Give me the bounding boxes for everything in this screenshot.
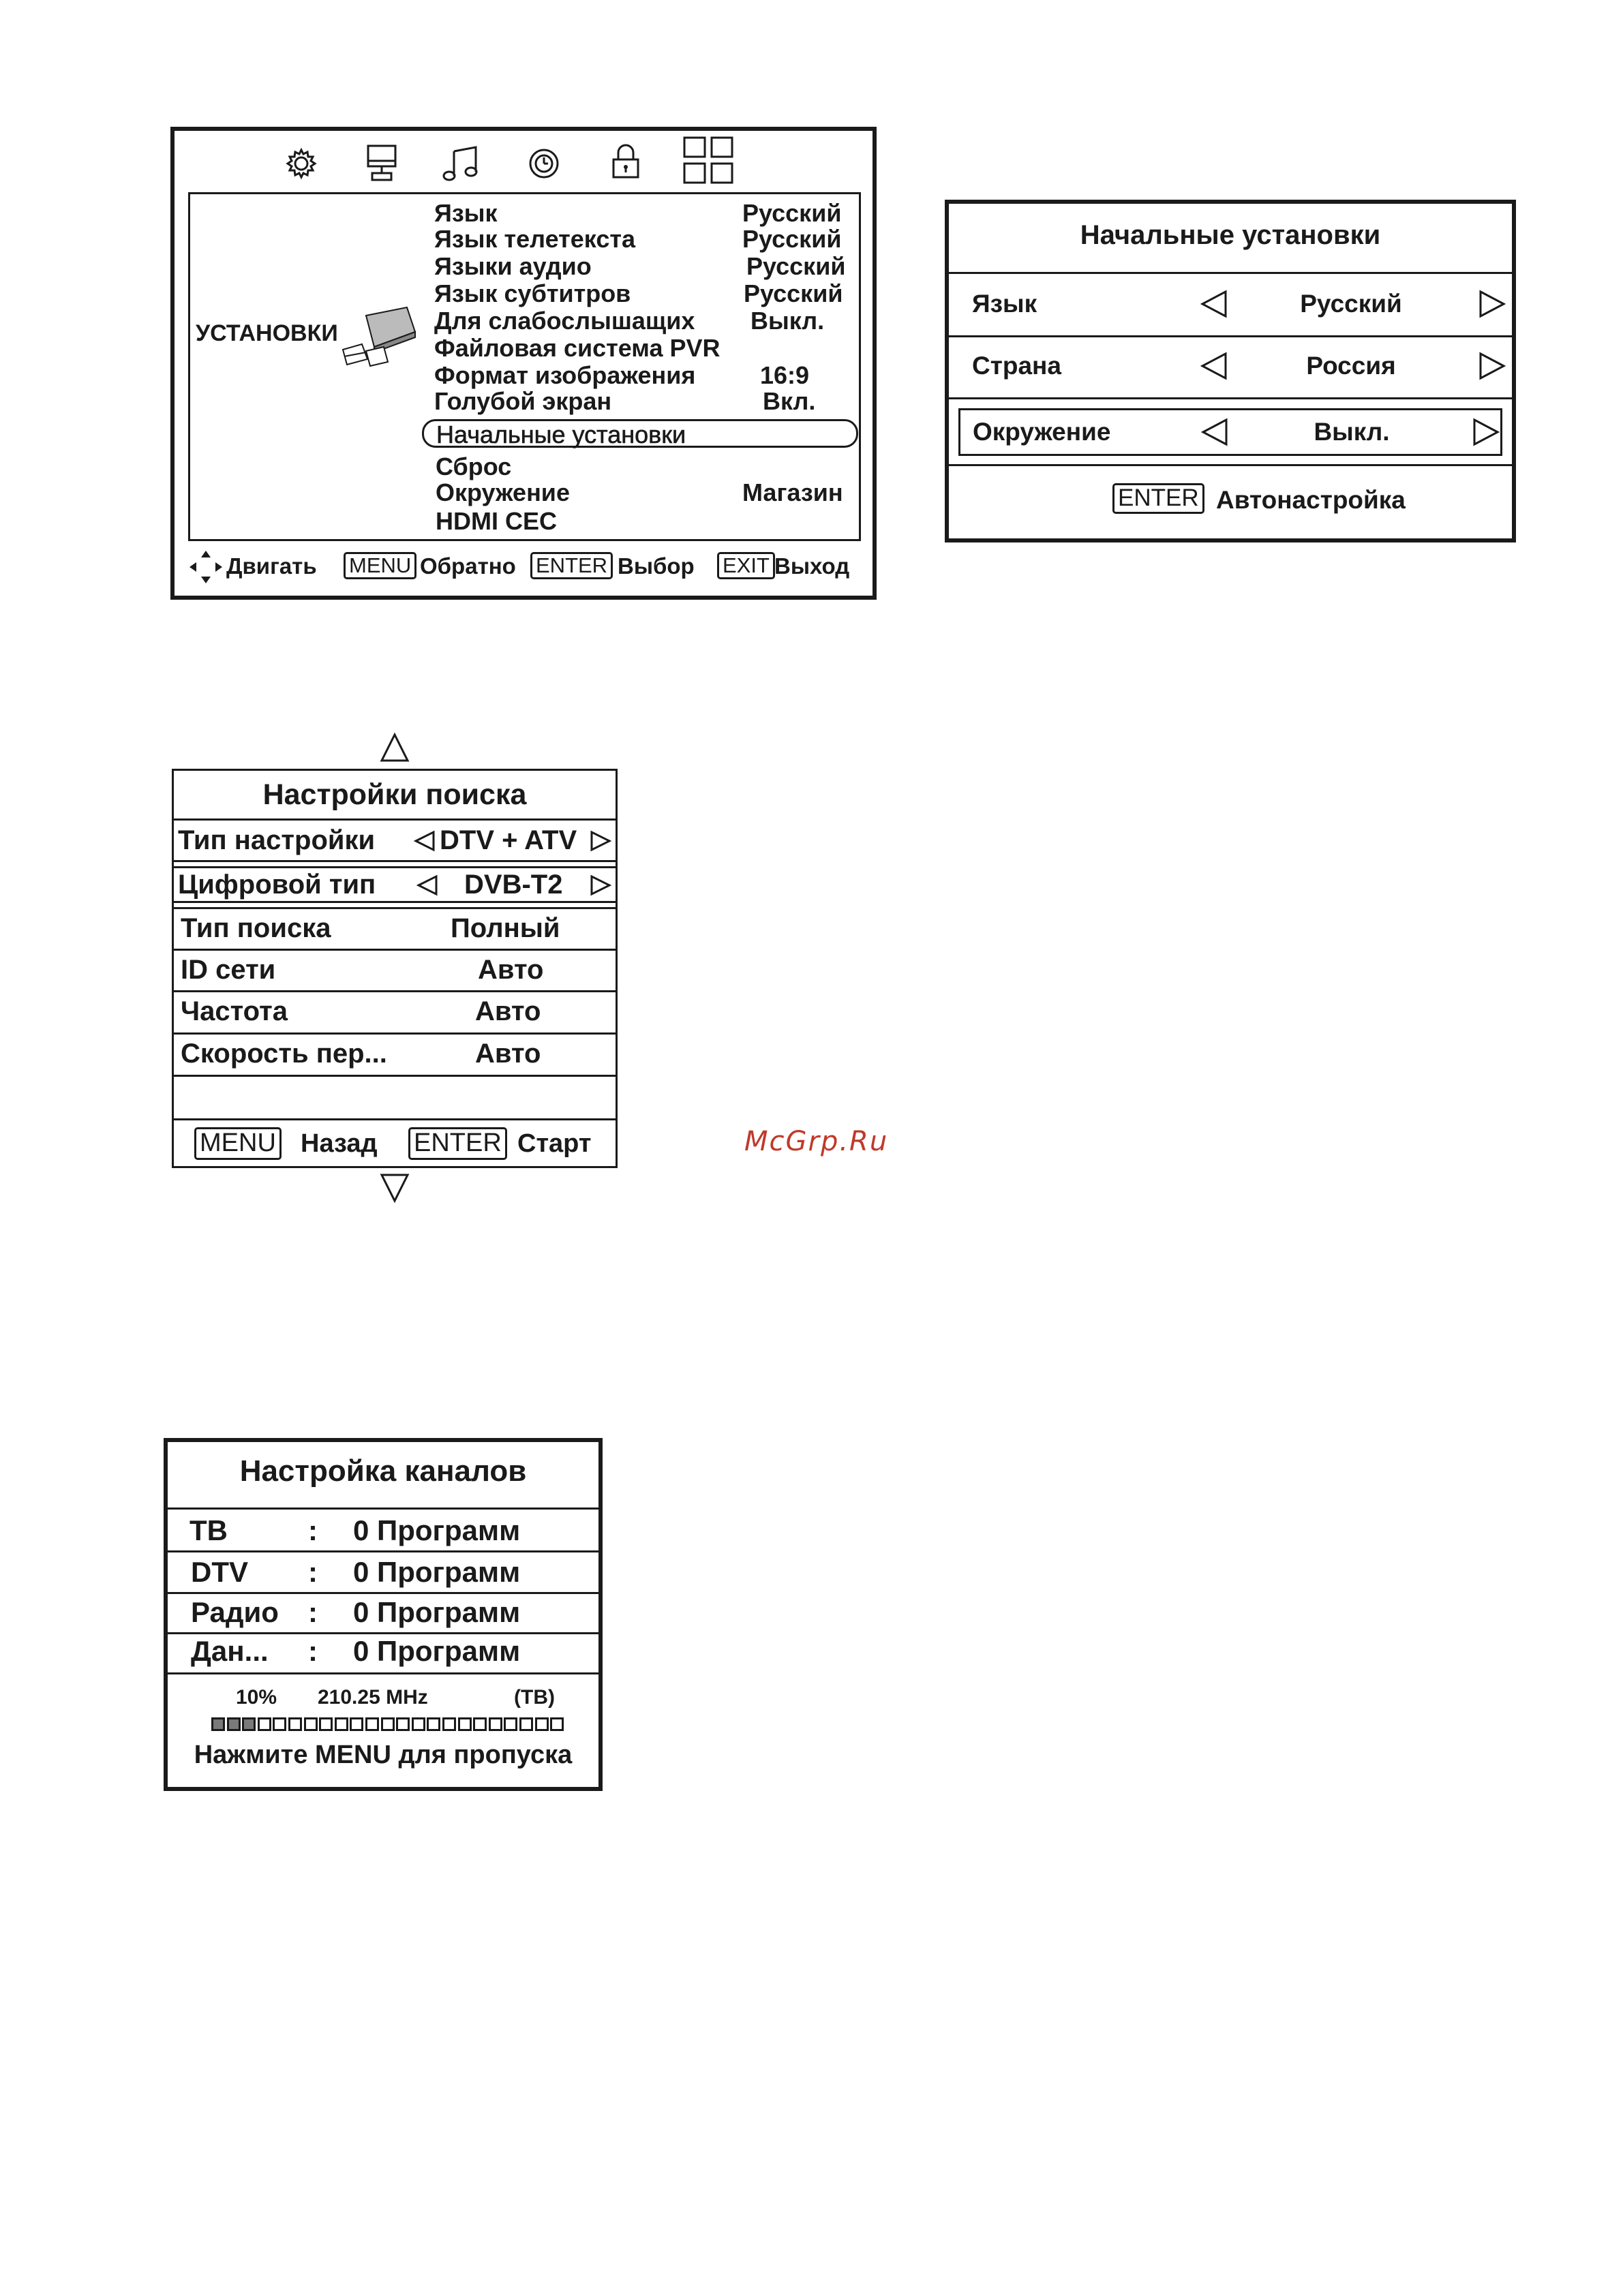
progress-segment	[458, 1717, 472, 1731]
item-value: Русский	[746, 252, 846, 280]
row-value: Авто	[475, 1039, 541, 1069]
item-value: Магазин	[742, 478, 843, 506]
row-label: Цифровой тип	[178, 870, 376, 900]
clock-icon[interactable]	[526, 146, 562, 181]
progress-bar	[211, 1717, 566, 1732]
item-value: Вкл.	[763, 387, 816, 415]
row-label: ТВ	[189, 1514, 228, 1546]
progress-mode: (ТВ)	[514, 1686, 555, 1709]
move-label: Двигать	[226, 553, 317, 579]
channel-count-data	[168, 1634, 598, 1671]
item-label: Язык субтитров	[434, 279, 631, 307]
progress-segment	[442, 1717, 456, 1731]
search-row-digital-type-selected[interactable]	[174, 866, 616, 903]
progress-segment	[242, 1717, 256, 1731]
arrow-right-icon[interactable]	[1478, 351, 1506, 384]
item-value: Русский	[742, 199, 842, 227]
arrow-right-icon[interactable]	[1478, 289, 1506, 322]
progress-segment	[288, 1717, 302, 1731]
arrow-right-icon[interactable]	[1472, 417, 1500, 450]
item-label: HDMI CEC	[436, 507, 557, 535]
search-settings-dialog	[172, 769, 618, 1168]
progress-frequency: 210.25 MHz	[318, 1686, 428, 1709]
arrow-left-icon[interactable]	[1200, 289, 1228, 322]
row-value: Русский	[1300, 290, 1402, 318]
row-sep: :	[308, 1596, 318, 1628]
row-label: Тип настройки	[178, 825, 376, 855]
music-icon[interactable]	[442, 144, 483, 184]
back-label: Назад	[301, 1129, 378, 1158]
search-row-frequency[interactable]	[174, 992, 616, 1032]
row-label: ID сети	[181, 955, 276, 985]
progress-segment	[335, 1717, 348, 1731]
row-value: Авто	[478, 955, 544, 985]
row-label: Скорость пер...	[181, 1039, 387, 1069]
dialog-title: Настройка каналов	[239, 1454, 527, 1488]
dialog-title: Начальные установки	[1080, 220, 1381, 250]
arrow-left-icon[interactable]	[414, 830, 436, 855]
progress-segment	[427, 1717, 440, 1731]
progress-segment	[273, 1717, 286, 1731]
row-label: Дан...	[191, 1635, 269, 1667]
settings-list-panel	[188, 192, 861, 541]
arrow-right-icon[interactable]	[590, 874, 611, 900]
progress-segment	[504, 1717, 517, 1731]
progress-segment	[304, 1717, 318, 1731]
exit-key[interactable]: EXIT	[717, 552, 775, 579]
progress-segment	[519, 1717, 533, 1731]
channel-tuning-dialog	[164, 1438, 603, 1791]
row-value: Выкл.	[1314, 418, 1390, 446]
settings-illustration-icon	[339, 302, 421, 377]
search-row-network-id[interactable]	[174, 951, 616, 990]
item-value: 16:9	[760, 361, 810, 389]
item-value: Русский	[744, 279, 843, 307]
skip-hint: Нажмите MENU для пропуска	[194, 1741, 573, 1769]
gear-icon[interactable]	[284, 146, 319, 181]
enter-key[interactable]: ENTER	[408, 1127, 507, 1160]
divider	[174, 860, 616, 862]
search-row-tuning-type[interactable]	[174, 821, 616, 860]
row-label: Радио	[191, 1596, 279, 1628]
row-sep: :	[308, 1635, 318, 1667]
row-value: Полный	[451, 913, 560, 943]
progress-segment	[473, 1717, 487, 1731]
menu-back-label: Обратно	[420, 553, 516, 579]
progress-segment	[412, 1717, 425, 1731]
settings-item-initial-setup-selected[interactable]	[422, 419, 858, 448]
menu-key[interactable]: MENU	[344, 552, 416, 579]
scroll-down-icon[interactable]	[379, 1172, 410, 1204]
progress-segment	[535, 1717, 549, 1731]
arrow-right-icon[interactable]	[590, 830, 611, 855]
search-row-search-type[interactable]	[174, 909, 616, 949]
scroll-up-icon[interactable]	[379, 732, 410, 763]
item-label: Начальные установки	[436, 420, 686, 448]
item-label: Язык телетекста	[434, 225, 635, 253]
item-label: Языки аудио	[434, 252, 592, 280]
progress-segment	[365, 1717, 379, 1731]
item-label: Язык	[434, 199, 498, 227]
arrow-left-icon[interactable]	[1200, 417, 1229, 450]
monitor-icon[interactable]	[364, 143, 399, 184]
divider	[949, 464, 1512, 466]
item-label: Сброс	[436, 453, 512, 480]
enter-select-label: Выбор	[618, 553, 695, 579]
item-label: Для слабослышащих	[434, 307, 695, 335]
move-arrows-icon	[188, 549, 224, 585]
search-row-symbol-rate[interactable]	[174, 1035, 616, 1074]
watermark: McGrp.Ru	[744, 1126, 889, 1157]
row-label: Тип поиска	[181, 913, 331, 943]
item-label: Файловая система PVR	[434, 334, 721, 362]
arrow-left-icon[interactable]	[1200, 351, 1228, 384]
progress-segment	[211, 1717, 225, 1731]
exit-label: Выход	[774, 553, 850, 579]
item-label: Окружение	[436, 478, 570, 506]
grid-icon[interactable]	[682, 135, 736, 187]
row-label: Окружение	[973, 418, 1111, 446]
menu-key[interactable]: MENU	[194, 1127, 282, 1160]
row-value: 0 Программ	[353, 1556, 521, 1588]
progress-segment	[550, 1717, 564, 1731]
row-value: Россия	[1306, 352, 1396, 380]
row-value: DTV + ATV	[440, 825, 577, 855]
row-sep: :	[308, 1514, 318, 1546]
divider	[949, 397, 1512, 399]
arrow-left-icon[interactable]	[416, 874, 438, 900]
setup-row-language[interactable]	[949, 274, 1512, 335]
section-label: УСТАНОВКИ	[196, 320, 338, 346]
row-value: DVB-T2	[464, 870, 563, 900]
row-label: Частота	[181, 996, 288, 1026]
item-value: Русский	[742, 225, 842, 253]
progress-segment	[350, 1717, 363, 1731]
channel-count-radio	[168, 1594, 598, 1632]
row-sep: :	[308, 1556, 318, 1588]
progress-segment	[489, 1717, 502, 1731]
lock-icon[interactable]	[608, 142, 643, 181]
enter-key[interactable]: ENTER	[530, 552, 613, 579]
divider	[174, 1075, 616, 1077]
channel-count-tv	[168, 1510, 598, 1550]
item-value: Выкл.	[750, 307, 825, 335]
progress-segment	[396, 1717, 410, 1731]
setup-row-country[interactable]	[949, 337, 1512, 397]
item-label: Голубой экран	[434, 387, 612, 415]
row-value: Авто	[475, 996, 541, 1026]
row-label: DTV	[191, 1556, 248, 1588]
settings-footer	[188, 548, 863, 586]
divider	[168, 1672, 598, 1674]
settings-menu	[170, 127, 877, 600]
progress-segment	[381, 1717, 395, 1731]
setup-row-environment-selected[interactable]	[958, 408, 1502, 456]
row-label: Язык	[972, 290, 1037, 318]
progress-percent: 10%	[236, 1686, 277, 1709]
item-label: Формат изображения	[434, 361, 696, 389]
divider	[174, 1118, 616, 1120]
progress-segment	[319, 1717, 333, 1731]
progress-segment	[258, 1717, 271, 1731]
enter-key[interactable]: ENTER	[1112, 483, 1204, 514]
autotune-label: Автонастройка	[1216, 486, 1406, 514]
dialog-title: Настройки поиска	[262, 778, 527, 811]
row-value: 0 Программ	[353, 1596, 521, 1628]
progress-segment	[227, 1717, 241, 1731]
row-label: Страна	[972, 352, 1061, 380]
row-value: 0 Программ	[353, 1514, 521, 1546]
start-label: Старт	[517, 1129, 592, 1158]
channel-count-dtv	[168, 1552, 598, 1592]
initial-setup-dialog	[945, 200, 1516, 542]
row-value: 0 Программ	[353, 1635, 521, 1667]
